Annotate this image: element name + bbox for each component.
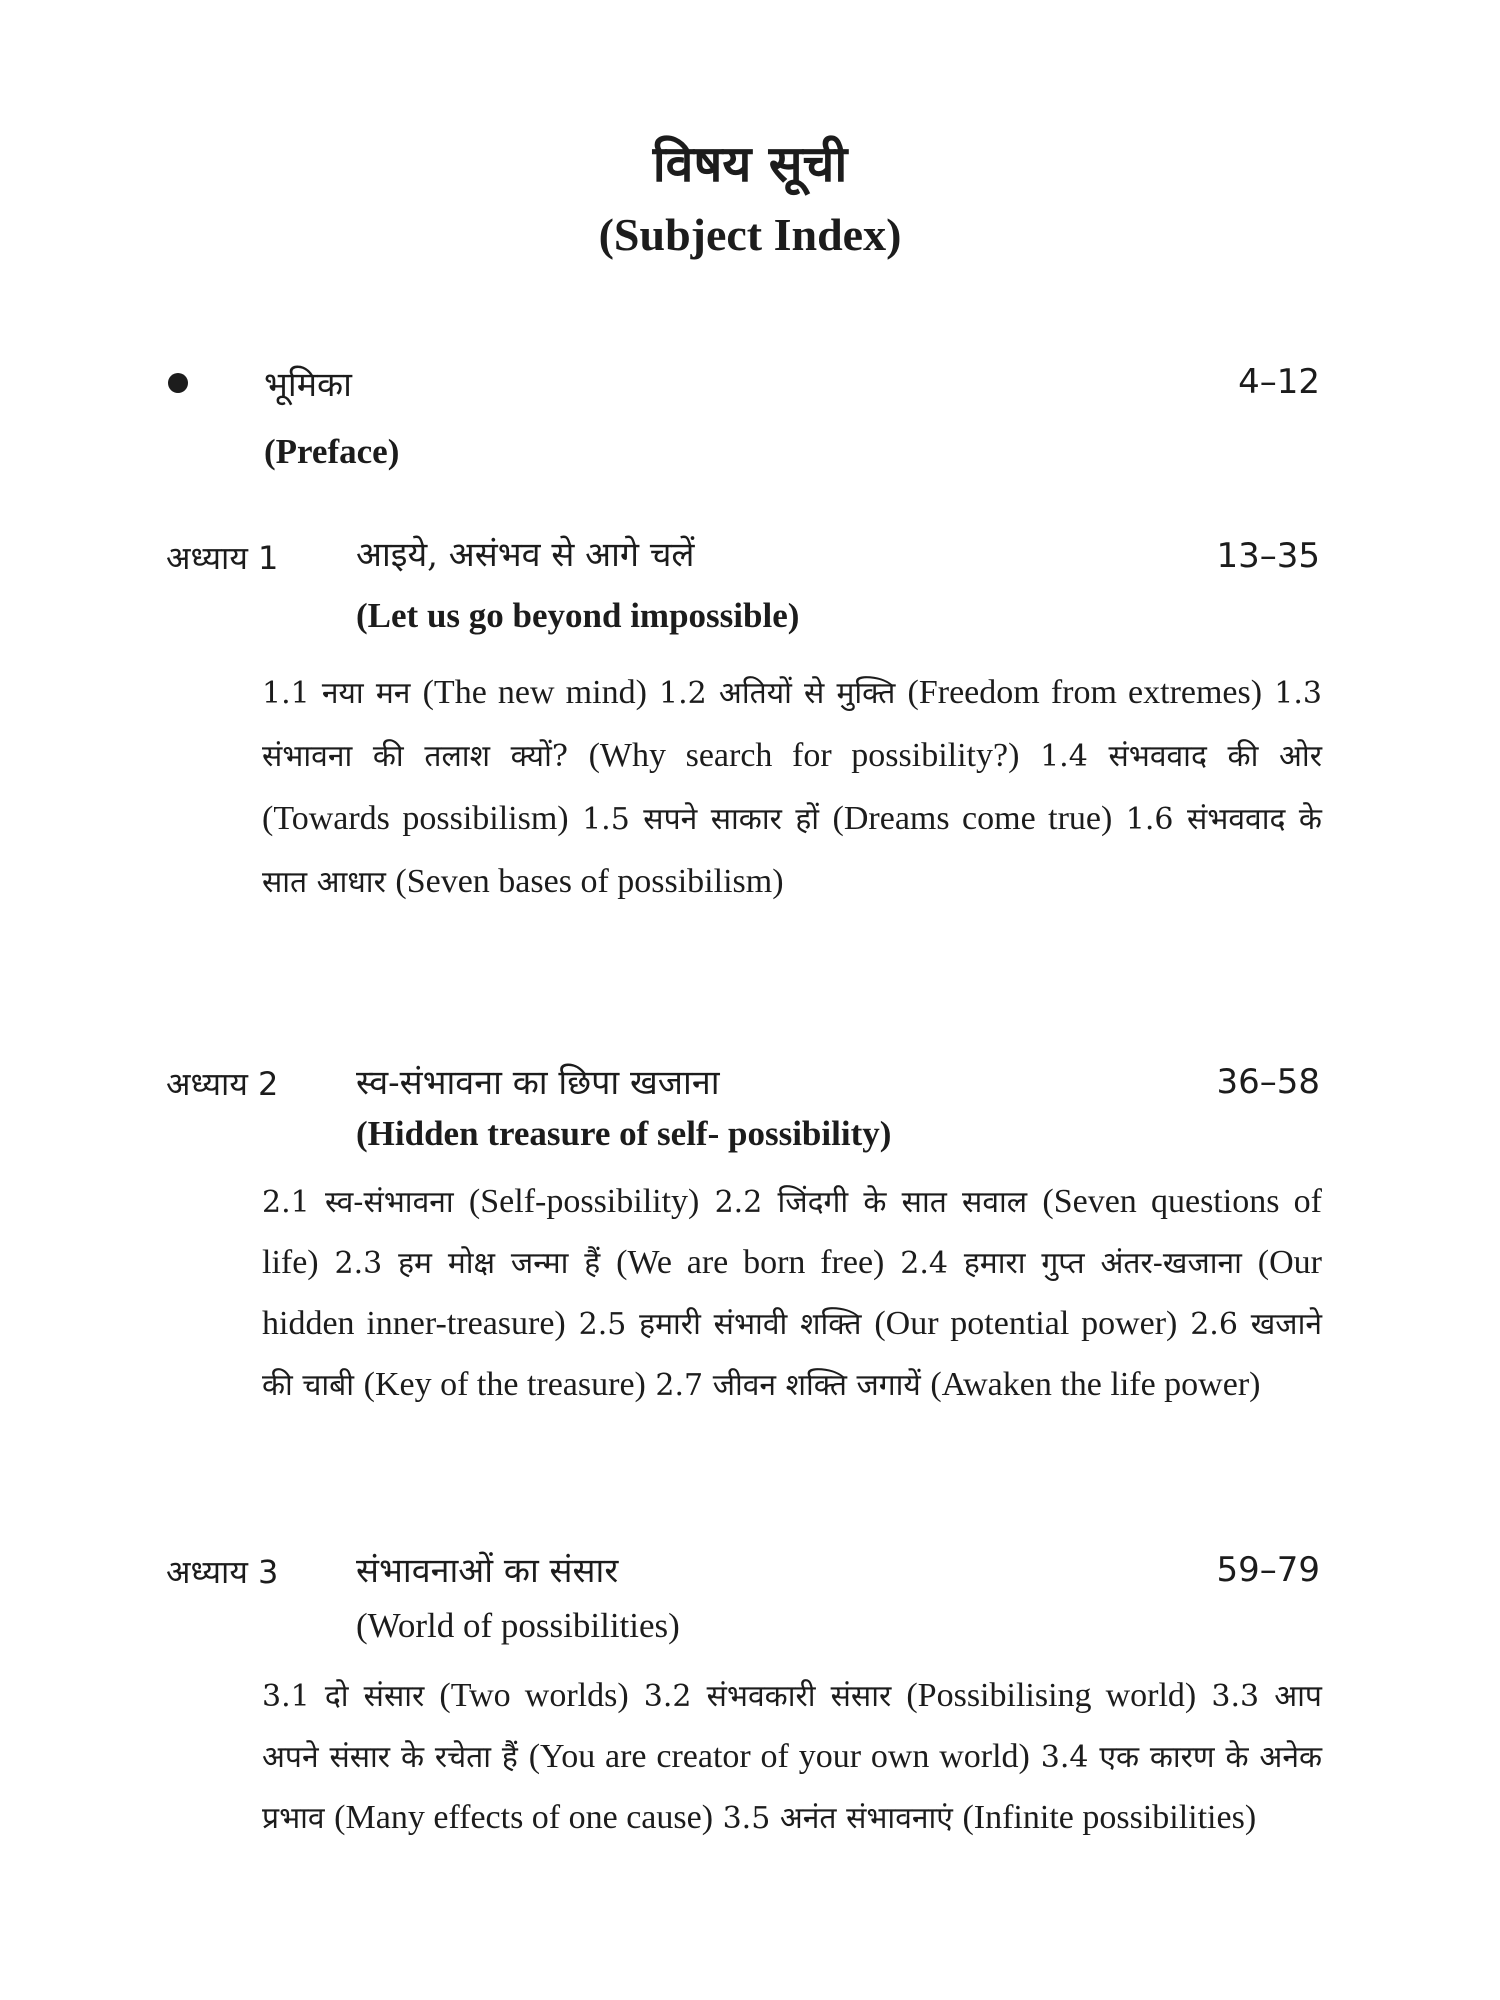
topic-item bbox=[659, 676, 1274, 711]
topic-number: 1.6 bbox=[1125, 802, 1174, 837]
chapter-2-pages: 36–58 bbox=[1216, 1062, 1320, 1102]
topic-title-english: (Infinite possibilities) bbox=[962, 1799, 1257, 1836]
topic-number: 1.3 bbox=[1274, 676, 1322, 711]
topic-title-english: (Key of the treasure) bbox=[363, 1366, 646, 1403]
topic-item bbox=[644, 1679, 1212, 1714]
topic-number: 1.5 bbox=[582, 802, 630, 837]
topic-title-english: (Towards possibilism) bbox=[262, 800, 569, 837]
preface-title-hindi: भूमिका bbox=[264, 365, 352, 405]
topic-title-english: (Seven questions of life) bbox=[262, 1183, 1322, 1281]
topic-number: 3.3 bbox=[1211, 1679, 1260, 1714]
topic-number: 1.1 bbox=[262, 676, 310, 711]
topic-title-hindi: दो संसार bbox=[324, 1679, 425, 1714]
topic-number: 3.4 bbox=[1040, 1740, 1089, 1775]
topic-item bbox=[262, 1185, 715, 1220]
chapter-2-label: अध्याय 2 bbox=[166, 1065, 279, 1103]
topic-title-hindi: अतियों से मुक्ति bbox=[718, 676, 896, 711]
topic-number: 1.2 bbox=[659, 676, 707, 711]
topic-title-hindi: अनंत संभावनाएं bbox=[779, 1801, 953, 1836]
chapter-2-title-english: (Hidden treasure of self- possibility) bbox=[356, 1114, 892, 1153]
topic-title-hindi: नया मन bbox=[321, 676, 411, 711]
page-title-english: (Subject Index) bbox=[598, 209, 902, 260]
topic-item bbox=[723, 1801, 1257, 1836]
chapter-1-title-hindi: आइये, असंभव से आगे चलें bbox=[356, 535, 695, 575]
topic-item bbox=[582, 802, 1126, 837]
topic-title-hindi: स्व-संभावना bbox=[324, 1185, 454, 1220]
chapter-3-label: अध्याय 3 bbox=[166, 1553, 279, 1591]
topic-number: 3.2 bbox=[643, 1679, 692, 1714]
topic-title-english: (Our hidden inner-treasure) bbox=[262, 1244, 1322, 1342]
topic-title-english: (Awaken the life power) bbox=[930, 1366, 1261, 1403]
topic-number: 2.6 bbox=[1190, 1307, 1238, 1342]
topic-number: 3.5 bbox=[722, 1801, 771, 1836]
topic-title-hindi: हमारा गुप्त अंतर-खजाना bbox=[963, 1246, 1242, 1281]
topic-number: 2.5 bbox=[578, 1307, 627, 1342]
chapter-1-pages: 13–35 bbox=[1216, 536, 1320, 576]
chapter-3-title-english: (World of possibilities) bbox=[356, 1606, 680, 1645]
topic-number: 2.7 bbox=[655, 1368, 704, 1403]
topic-title-english: (You are creator of your own world) bbox=[528, 1738, 1030, 1775]
topic-number: 1.4 bbox=[1040, 739, 1088, 774]
topic-title-english: (Our potential power) bbox=[874, 1305, 1178, 1342]
topic-title-english: (Seven bases of possibilism) bbox=[395, 863, 784, 900]
chapter-2-topics bbox=[262, 1172, 1322, 1416]
preface-title-english: (Preface) bbox=[264, 432, 400, 471]
topic-title-hindi: एक कारण के अनेक प्रभाव bbox=[262, 1740, 1323, 1836]
topic-title-english: (Possibilising world) bbox=[906, 1677, 1197, 1714]
topic-item bbox=[262, 1679, 644, 1714]
topic-item bbox=[579, 1307, 1191, 1342]
chapter-2-title-hindi: स्व-संभावना का छिपा खजाना bbox=[356, 1063, 720, 1103]
topic-title-english: (Freedom from extremes) bbox=[907, 674, 1263, 711]
topic-title-hindi: संभावना की तलाश क्यों? bbox=[262, 739, 568, 774]
topic-number: 2.2 bbox=[714, 1185, 763, 1220]
topic-title-english: (Two worlds) bbox=[439, 1677, 629, 1714]
chapter-3-title-hindi: संभावनाओं का संसार bbox=[356, 1551, 619, 1591]
topic-number: 2.3 bbox=[334, 1246, 383, 1281]
topic-title-english: (Self-possibility) bbox=[468, 1183, 700, 1220]
topic-title-hindi: हमारी संभावी शक्ति bbox=[639, 1307, 862, 1342]
chapter-3-pages: 59–79 bbox=[1216, 1550, 1320, 1590]
topic-title-hindi: जीवन शक्ति जगायें bbox=[712, 1368, 921, 1403]
topic-title-english: (Many effects of one cause) bbox=[334, 1799, 714, 1836]
topic-title-english: (Dreams come true) bbox=[832, 800, 1113, 837]
topic-title-english: (Why search for possibility?) bbox=[588, 737, 1020, 774]
preface-pages: 4–12 bbox=[1238, 362, 1320, 402]
topic-item bbox=[335, 1246, 901, 1281]
page-title-hindi: विषय सूची bbox=[652, 134, 848, 193]
topic-title-english: (The new mind) bbox=[422, 674, 647, 711]
topic-title-hindi: सपने साकार हों bbox=[643, 802, 820, 837]
chapter-3-topics bbox=[262, 1666, 1322, 1849]
topic-title-hindi: हम मोक्ष जन्मा हैं bbox=[398, 1246, 601, 1281]
topic-title-hindi: जिंदगी के सात सवाल bbox=[777, 1185, 1028, 1220]
topic-item bbox=[262, 676, 659, 711]
topic-number: 3.1 bbox=[262, 1679, 310, 1714]
bullet-icon bbox=[168, 373, 188, 393]
topic-title-hindi: संभवकारी संसार bbox=[706, 1679, 892, 1714]
topic-title-english: (We are born free) bbox=[616, 1244, 885, 1281]
topic-title-hindi: संभववाद के सात आधार bbox=[262, 802, 1322, 900]
topic-item bbox=[655, 1368, 1260, 1403]
chapter-1-topics bbox=[262, 662, 1322, 914]
chapter-1-title-english: (Let us go beyond impossible) bbox=[356, 596, 800, 635]
topic-number: 2.4 bbox=[900, 1246, 948, 1281]
topic-title-hindi: आप अपने संसार के रचेता हैं bbox=[262, 1679, 1322, 1775]
chapter-1-label: अध्याय 1 bbox=[166, 539, 279, 577]
topic-title-hindi: संभववाद की ओर bbox=[1108, 739, 1322, 774]
topic-number: 2.1 bbox=[262, 1185, 310, 1220]
topic-title-hindi: खजाने की चाबी bbox=[262, 1307, 1322, 1403]
